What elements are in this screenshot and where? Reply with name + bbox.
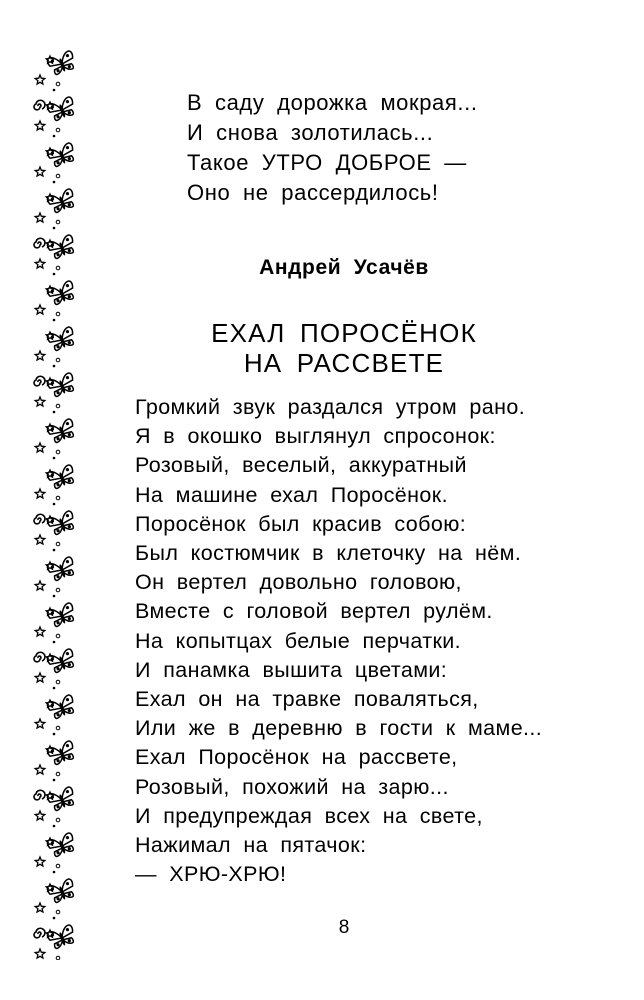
dot-icon <box>53 181 56 184</box>
poem-line: Вместе с головой вертел рулём. <box>135 599 493 624</box>
poem-line: И предупреждая всех на свете, <box>135 803 483 828</box>
spiral-icon <box>34 100 45 110</box>
poem-line: И панамка вышита цветами: <box>135 657 448 682</box>
poem-line: Ехал он на травке поваляться, <box>135 687 479 712</box>
star-icon <box>35 811 45 820</box>
star-icon <box>35 443 45 452</box>
dot-icon <box>53 135 56 138</box>
star-icon <box>35 765 45 774</box>
dot-icon <box>56 726 60 730</box>
star-icon <box>35 581 45 590</box>
dot-icon <box>56 864 60 868</box>
dot-icon <box>53 503 56 506</box>
dot-icon <box>53 733 56 736</box>
poem-line: На копытцах белые перчатки. <box>135 628 462 653</box>
dot-icon <box>53 411 56 414</box>
poem-line: Розовый, похожий на зарю... <box>135 774 449 799</box>
dot-icon <box>53 871 56 874</box>
poem-line: Он вертел довольно головою, <box>135 570 462 595</box>
poem-line: Я в окошко выглянул спросонок: <box>135 424 496 449</box>
dot-icon <box>53 89 56 92</box>
dot-icon <box>56 818 60 822</box>
dot-icon <box>56 450 60 454</box>
poem-line: Ехал Поросёнок на рассвете, <box>135 745 458 770</box>
stanza-line: И снова золотилась... <box>187 120 434 145</box>
dot-icon <box>53 641 56 644</box>
star-icon <box>35 949 45 958</box>
poem-line: Поросёнок был красив собою: <box>135 511 467 536</box>
dot-icon <box>56 542 60 546</box>
star-icon <box>35 213 45 222</box>
decorative-border <box>28 40 88 960</box>
stanza-top <box>187 88 478 208</box>
spiral-icon <box>34 652 45 662</box>
stanza-line: Оно не рассердилось! <box>187 180 439 205</box>
poem-line: Громкий звук раздался утром рано. <box>135 395 526 419</box>
poem-line: Или же в деревню в гости к маме... <box>135 716 543 741</box>
star-icon <box>35 305 45 314</box>
star-icon <box>35 673 45 682</box>
star-icon <box>35 489 45 498</box>
spiral-icon <box>34 238 45 248</box>
star-icon <box>35 627 45 636</box>
poem-line: — ХРЮ-ХРЮ! <box>135 862 287 887</box>
poem-body <box>135 393 542 889</box>
star-icon <box>35 121 45 130</box>
butterfly-star-border-icon <box>28 40 88 960</box>
dot-icon <box>53 457 56 460</box>
poem-title <box>0 318 644 378</box>
stanza-line: В саду дорожка мокрая... <box>187 90 478 115</box>
poem-line: Нажимал на пятачок: <box>135 833 367 858</box>
poem-title-line: ЕХАЛ ПОРОСЁНОК <box>211 318 477 348</box>
spiral-icon <box>34 514 45 524</box>
poem-title-line: НА РАССВЕТЕ <box>243 348 445 378</box>
dot-icon <box>56 128 60 132</box>
dot-icon <box>56 312 60 316</box>
dot-icon <box>56 404 60 408</box>
spiral-icon <box>34 790 45 800</box>
dot-icon <box>56 588 60 592</box>
author-name: Андрей Усачёв <box>259 256 429 279</box>
dot-icon <box>53 227 56 230</box>
star-icon <box>35 903 45 912</box>
star-icon <box>35 397 45 406</box>
poem-line: Розовый, веселый, аккуратный <box>135 453 467 478</box>
star-icon <box>35 75 45 84</box>
star-icon <box>35 719 45 728</box>
dot-icon <box>53 595 56 598</box>
stanza-line: Такое УТРО ДОБРОЕ — <box>187 150 467 175</box>
dot-icon <box>56 174 60 178</box>
dot-icon <box>56 634 60 638</box>
star-icon <box>35 167 45 176</box>
star-icon <box>35 857 45 866</box>
dot-icon <box>56 772 60 776</box>
dot-icon <box>56 680 60 684</box>
star-icon <box>35 535 45 544</box>
dot-icon <box>56 956 60 960</box>
dot-icon <box>56 496 60 500</box>
poem-line: Был костюмчик в клеточку на нём. <box>135 541 522 566</box>
page-number: 8 <box>338 917 350 938</box>
dot-icon <box>56 910 60 914</box>
dot-icon <box>56 220 60 224</box>
dot-icon <box>53 687 56 690</box>
poem-line: На машине ехал Поросёнок. <box>135 482 448 507</box>
dot-icon <box>53 825 56 828</box>
dot-icon <box>53 549 56 552</box>
dot-icon <box>53 779 56 782</box>
dot-icon <box>56 82 60 86</box>
